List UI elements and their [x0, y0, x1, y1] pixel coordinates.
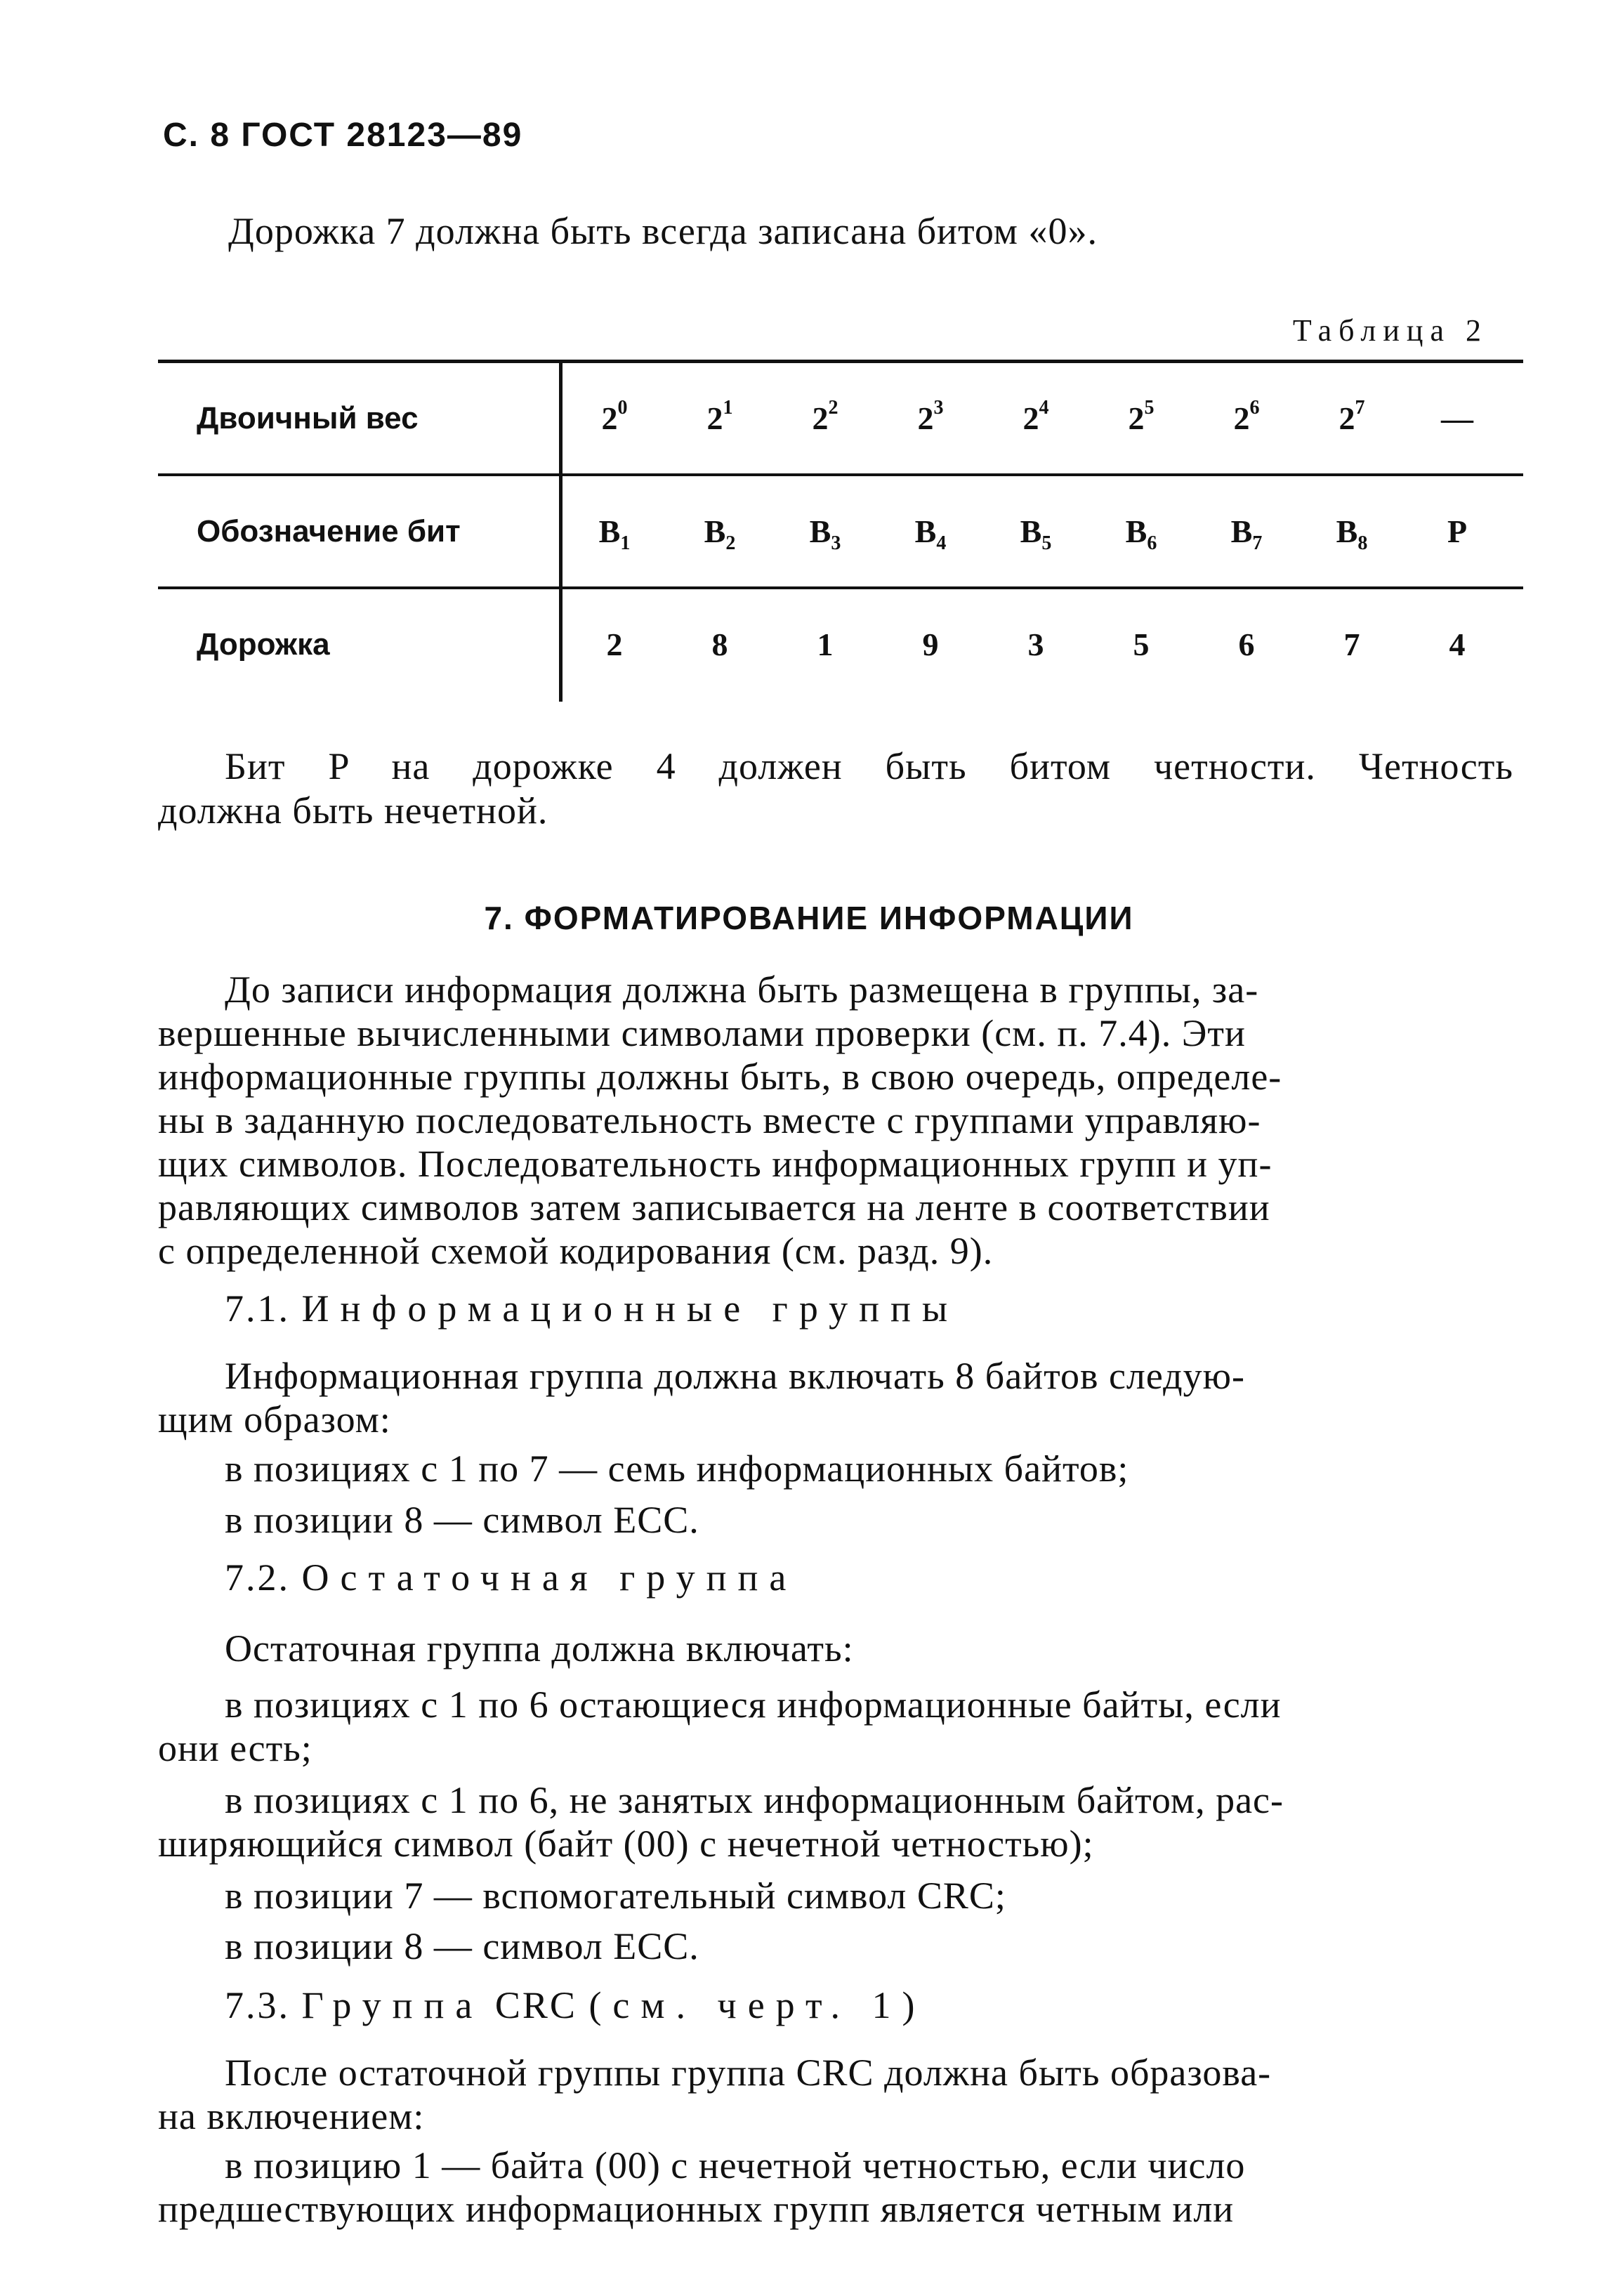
subsection-heading-7-3 — [225, 1983, 926, 2027]
cell-exponent: 5 — [1144, 397, 1155, 419]
cell-value: 2 — [601, 400, 618, 436]
table-cell — [1317, 476, 1387, 586]
table-cell — [1211, 476, 1282, 586]
paragraph-line: равляющих символов затем записывается на ленте в соответствии — [158, 1186, 1270, 1228]
paragraph-line: Бит P на дорожке 4 должен быть битом четности. Четность — [225, 745, 1513, 787]
table-cell — [1211, 363, 1282, 473]
cell-subscript: 2 — [725, 532, 736, 554]
table-cell — [685, 363, 755, 473]
subsection-7-1-paragraph — [158, 1354, 1513, 1441]
subsection-title: Информационные группы — [301, 1287, 959, 1330]
paragraph-line: на включением: — [158, 2095, 425, 2137]
cell-value: P — [1447, 513, 1468, 549]
list-item-line: они есть; — [158, 1727, 313, 1769]
cell-value: 2 — [706, 400, 723, 436]
table-cell — [579, 476, 650, 586]
subsection-number: 7.3. — [225, 1984, 290, 2026]
subsection-title-ref: (см. черт. 1) — [588, 1984, 926, 2026]
cell-value: B — [914, 513, 937, 549]
cell-value: 8 — [711, 627, 728, 662]
cell-exponent: 4 — [1039, 397, 1049, 419]
cell-exponent: 7 — [1355, 397, 1365, 419]
cell-exponent: 1 — [723, 397, 733, 419]
subsection-number: 7.1. — [225, 1287, 290, 1330]
cell-value: 2 — [1022, 400, 1039, 436]
intro-text: Дорожка 7 должна быть всегда записана битом «0». — [228, 210, 1098, 252]
cell-value: B — [1336, 513, 1358, 549]
paragraph-line: щим образом: — [158, 1398, 391, 1441]
subsection-7-3-paragraph — [158, 2051, 1513, 2138]
cell-value: B — [809, 513, 831, 549]
cell-subscript: 3 — [831, 532, 841, 554]
table-row-bit-designation — [158, 476, 1523, 586]
list-item: в позициях с 1 по 7 — семь информационных байтов; — [225, 1448, 1129, 1490]
subsection-title: Группа — [301, 1984, 484, 2026]
row-label: Дорожка — [197, 627, 330, 662]
table-cell — [1422, 589, 1492, 700]
paragraph-line: информационные группы должны быть, в свою очередь, определе- — [158, 1056, 1282, 1098]
subsection-title-code: CRC — [494, 1984, 577, 2026]
table-cell — [895, 589, 966, 700]
cell-value: B — [1125, 513, 1147, 549]
table-cell — [895, 363, 966, 473]
cell-subscript: 7 — [1252, 532, 1263, 554]
list-item-line: ширяющийся символ (байт (00) с нечетной четностью); — [158, 1823, 1094, 1865]
paragraph-line: с определенной схемой кодирования (см. разд. 9). — [158, 1230, 994, 1272]
cell-exponent: 2 — [828, 397, 838, 419]
cell-value: 6 — [1238, 627, 1255, 662]
list-item — [158, 1683, 1513, 1770]
table-cell — [1106, 476, 1176, 586]
paragraph-line: До записи информация должна быть размещена в группы, за- — [225, 969, 1259, 1011]
row-label: Обозначение бит — [197, 514, 461, 549]
subsection-heading-7-1 — [225, 1287, 959, 1330]
list-item-line: в позициях с 1 по 6, не занятых информационным байтом, рас- — [225, 1779, 1284, 1821]
cell-subscript: 1 — [620, 532, 631, 554]
cell-value: 2 — [812, 400, 829, 436]
paragraph-line: ны в заданную последовательность вместе с группами управляю- — [158, 1099, 1261, 1141]
table-cell — [1001, 363, 1071, 473]
table-row-track — [158, 589, 1523, 700]
section-title: 7. ФОРМАТИРОВАНИЕ ИНФОРМАЦИИ — [484, 900, 1134, 936]
cell-value: B — [598, 513, 621, 549]
cell-exponent: 0 — [617, 397, 628, 419]
list-item-line: предшествующих информационных групп является четным или — [158, 2188, 1235, 2230]
row-label: Двоичный вес — [197, 401, 419, 435]
list-item: в позиции 8 — символ ECC. — [225, 1925, 699, 1967]
table-cell — [1001, 589, 1071, 700]
list-item — [158, 1778, 1513, 1865]
cell-value: 3 — [1027, 627, 1044, 662]
cell-value: 2 — [1339, 400, 1355, 436]
subsection-title: Остаточная группа — [301, 1556, 798, 1599]
cell-value: 2 — [917, 400, 934, 436]
list-item — [158, 2144, 1513, 2231]
table-cell — [1106, 363, 1176, 473]
list-item-line: в позицию 1 — байта (00) с нечетной четностью, если число — [225, 2144, 1246, 2186]
cell-value: 2 — [606, 627, 623, 662]
cell-value: B — [704, 513, 726, 549]
subsection-number: 7.2. — [225, 1556, 290, 1599]
table-caption: Таблица 2 — [1292, 313, 1488, 348]
cell-subscript: 5 — [1041, 532, 1052, 554]
paragraph-line: После остаточной группы группа CRC должна быть образова- — [225, 2052, 1272, 2094]
cell-value: B — [1230, 513, 1253, 549]
section7-paragraph — [158, 968, 1513, 1273]
table-cell — [685, 476, 755, 586]
list-item-line: в позициях с 1 по 6 остающиеся информационные байты, если — [225, 1684, 1282, 1726]
cell-value: 1 — [817, 627, 834, 662]
list-item: в позиции 8 — символ ECC. — [225, 1499, 699, 1541]
table-cell — [579, 363, 650, 473]
paragraph-line: вершенные вычисленными символами проверки (см. п. 7.4). Эти — [158, 1012, 1246, 1054]
cell-exponent: 6 — [1249, 397, 1260, 419]
table-cell — [895, 476, 966, 586]
cell-subscript: 6 — [1147, 532, 1157, 554]
table-cell — [1317, 363, 1387, 473]
table-cell — [790, 363, 860, 473]
table-divider — [559, 363, 563, 473]
table-row-binary-weight — [158, 363, 1523, 473]
cell-value: 7 — [1343, 627, 1360, 662]
table-cell — [1211, 589, 1282, 700]
cell-value: 9 — [922, 627, 939, 662]
table-cell — [790, 589, 860, 700]
cell-value: 5 — [1133, 627, 1150, 662]
cell-value: B — [1020, 513, 1042, 549]
cell-value: 2 — [1128, 400, 1145, 436]
cell-subscript: 4 — [936, 532, 947, 554]
cell-value: 2 — [1233, 400, 1250, 436]
bit-table — [158, 360, 1523, 700]
table-cell — [1422, 476, 1492, 586]
cell-value: — — [1441, 400, 1473, 436]
table-cell — [790, 476, 860, 586]
cell-exponent: 3 — [933, 397, 944, 419]
parity-paragraph — [158, 744, 1513, 833]
table-cell — [579, 589, 650, 700]
table-cell — [1001, 476, 1071, 586]
table-cell — [1106, 589, 1176, 700]
page-header: С. 8 ГОСТ 28123—89 — [163, 117, 523, 154]
paragraph-line: щих символов. Последовательность информационных групп и уп- — [158, 1143, 1272, 1185]
subsection-heading-7-2 — [225, 1556, 797, 1599]
table-cell — [685, 589, 755, 700]
table-divider — [559, 589, 563, 702]
table-cell — [1422, 363, 1492, 473]
list-item: в позиции 7 — вспомогательный символ CRC; — [225, 1875, 1006, 1917]
table-divider — [559, 476, 563, 586]
paragraph-line: Информационная группа должна включать 8 байтов следую- — [225, 1355, 1245, 1397]
cell-value: 4 — [1449, 627, 1466, 662]
table-cell — [1317, 589, 1387, 700]
group-intro: Остаточная группа должна включать: — [225, 1627, 854, 1669]
paragraph-line: должна быть нечетной. — [158, 789, 548, 832]
cell-subscript: 8 — [1357, 532, 1368, 554]
